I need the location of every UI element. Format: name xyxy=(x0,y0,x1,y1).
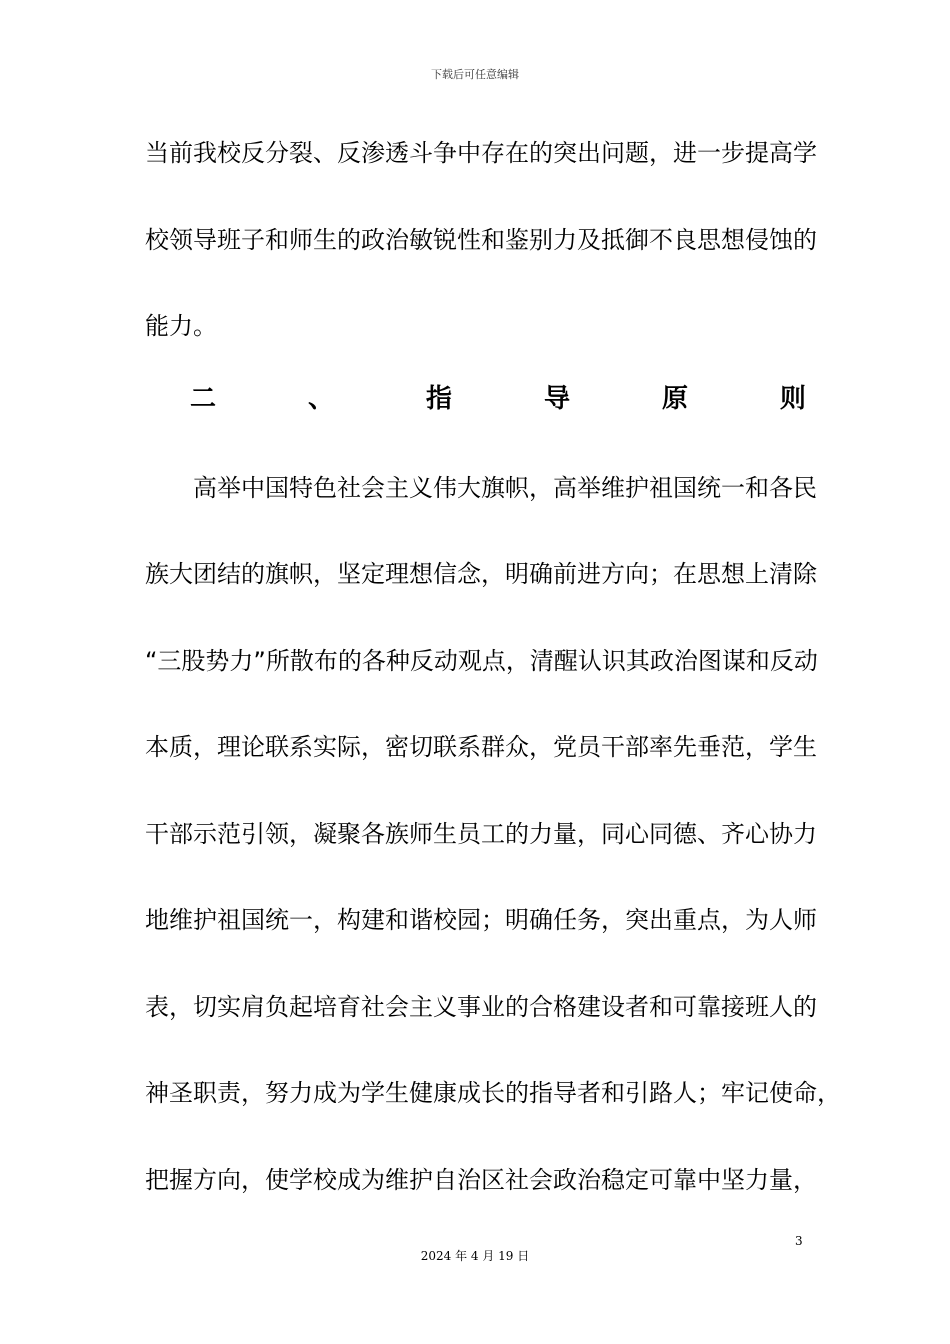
paragraph-line: 干部示范引领，凝聚各族师生员工的力量，同心同德、齐心协力 xyxy=(145,820,817,848)
paragraph-line: 神圣职责，努力成为学生健康成长的指导者和引路人；牢记使命， xyxy=(145,1079,841,1107)
body-text-line: 当前我校反分裂、反渗透斗争中存在的突出问题，进一步提高学 xyxy=(145,139,817,167)
heading-char: 指 xyxy=(425,384,452,414)
paragraph-line: 表，切实肩负起培育社会主义事业的合格建设者和可靠接班人的 xyxy=(145,993,817,1021)
paragraph-line: 地维护祖国统一，构建和谐校园；明确任务，突出重点，为人师 xyxy=(145,906,817,934)
heading-char: 原 xyxy=(661,384,688,414)
page-number: 3 xyxy=(795,1234,803,1248)
heading-char: 、 xyxy=(307,384,334,414)
footer-date: 2024 年 4 月 19 日 xyxy=(420,1249,530,1263)
heading-char: 二 xyxy=(190,384,217,414)
heading-char: 导 xyxy=(543,384,570,414)
header-note: 下载后可任意编辑 xyxy=(431,68,519,81)
heading-char: 则 xyxy=(779,384,806,414)
paragraph-line: 族大团结的旗帜，坚定理想信念，明确前进方向；在思想上清除 xyxy=(145,560,817,588)
section-heading xyxy=(190,382,806,416)
paragraph-line: 把握方向，使学校成为维护自治区社会政治稳定可靠中坚力量， xyxy=(145,1166,817,1194)
paragraph-line: “三股势力”所散布的各种反动观点，清醒认识其政治图谋和反动 xyxy=(145,647,818,675)
paragraph-line: 高举中国特色社会主义伟大旗帜，高举维护祖国统一和各民 xyxy=(193,474,817,502)
body-text-line: 能力。 xyxy=(145,312,217,340)
body-text-line: 校领导班子和师生的政治敏锐性和鉴别力及抵御不良思想侵蚀的 xyxy=(145,226,817,254)
paragraph-line: 本质，理论联系实际，密切联系群众，党员干部率先垂范，学生 xyxy=(145,733,817,761)
